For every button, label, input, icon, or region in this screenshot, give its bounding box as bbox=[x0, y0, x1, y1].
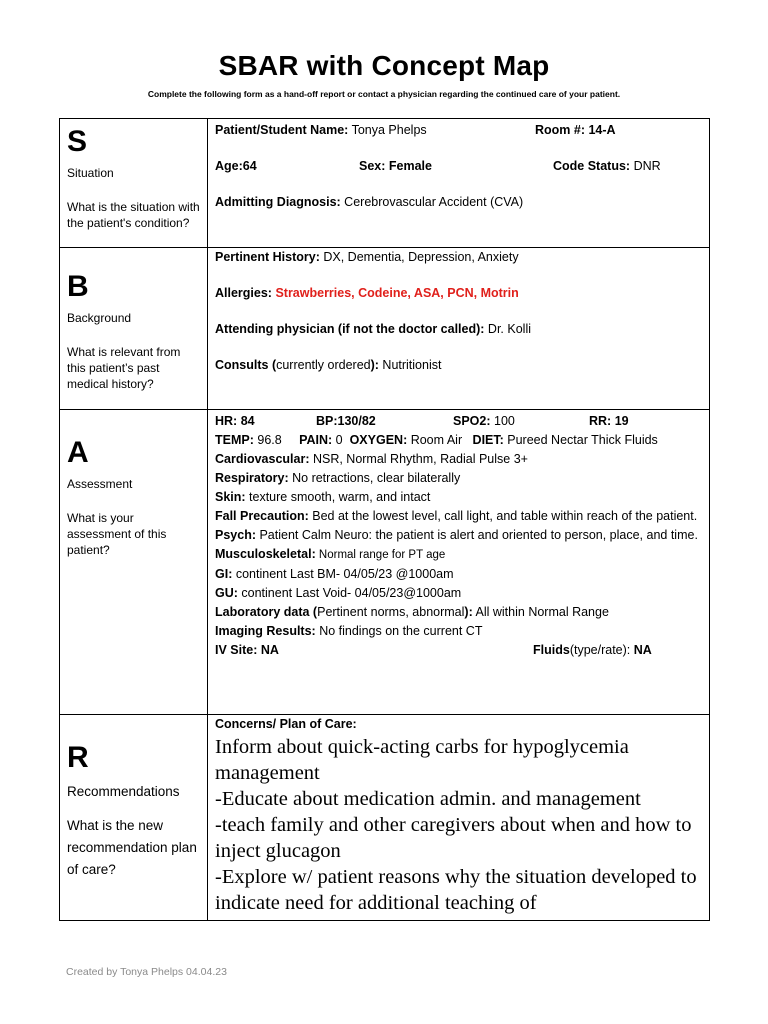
section-name: Assessment bbox=[67, 477, 133, 491]
diagnosis-label: Admitting Diagnosis: bbox=[215, 195, 341, 209]
lab-label: Laboratory data ( bbox=[215, 605, 318, 619]
section-name: Recommendations bbox=[67, 784, 180, 799]
oxygen-value: Room Air bbox=[407, 433, 463, 447]
consults-value: Nutritionist bbox=[378, 358, 442, 372]
footer-credit: Created by Tonya Phelps 04.04.23 bbox=[66, 966, 227, 978]
section-letter: B bbox=[67, 270, 89, 303]
sex-label: Sex: bbox=[359, 159, 386, 173]
imaging-value: No findings on the current CT bbox=[315, 624, 483, 638]
temp-label: TEMP: bbox=[215, 433, 254, 447]
consults-close: ): bbox=[370, 358, 379, 372]
gu-line bbox=[215, 584, 703, 603]
allergies-line bbox=[215, 284, 703, 303]
lab-line bbox=[215, 603, 703, 622]
psych-value: Patient Calm Neuro: the patient is alert and oriented to person, place, and time. bbox=[256, 528, 698, 542]
cardio-label: Cardiovascular: bbox=[215, 452, 310, 466]
diet-label: DIET: bbox=[472, 433, 504, 447]
page-subtitle: Complete the following form as a hand-off report or contact a physician regarding the continued care of your patient. bbox=[147, 89, 621, 99]
diet-value: Pureed Nectar Thick Fluids bbox=[503, 433, 658, 447]
plan-of-care-text bbox=[215, 734, 703, 916]
room-label: Room #: bbox=[535, 123, 585, 137]
iv-fluids-line bbox=[215, 641, 703, 660]
section-question: What is the situation with the patient's condition? bbox=[67, 200, 200, 230]
background-label-cell bbox=[60, 248, 208, 409]
name-room-line bbox=[215, 121, 703, 140]
iv-site: IV Site: NA bbox=[215, 643, 279, 657]
section-name: Situation bbox=[67, 166, 114, 180]
history-label: Pertinent History: bbox=[215, 250, 320, 264]
diagnosis-value: Cerebrovascular Accident (CVA) bbox=[340, 195, 524, 209]
consults-line bbox=[215, 356, 703, 375]
psych-label: Psych: bbox=[215, 528, 256, 542]
physician-line bbox=[215, 320, 703, 339]
hr-value: HR: 84 bbox=[215, 414, 255, 428]
gu-label: GU: bbox=[215, 586, 238, 600]
physician-label: Attending physician (if not the doctor called): bbox=[215, 322, 485, 336]
allergies-value: Strawberries, Codeine, ASA, PCN, Motrin bbox=[271, 286, 519, 300]
situation-label-cell bbox=[60, 119, 208, 247]
msk-line bbox=[215, 545, 703, 565]
oxygen-label: OXYGEN: bbox=[349, 433, 408, 447]
concerns-label: Concerns/ Plan of Care: bbox=[215, 717, 357, 731]
imaging-line bbox=[215, 622, 703, 641]
patient-name-label: Patient/Student Name: bbox=[215, 123, 349, 137]
spo2-label: SPO2: bbox=[453, 414, 491, 428]
history-line bbox=[215, 248, 703, 267]
situation-content bbox=[208, 119, 709, 247]
gi-line bbox=[215, 565, 703, 584]
fall-line bbox=[215, 507, 703, 526]
vitals-line bbox=[215, 412, 703, 431]
age-sex-code-line bbox=[215, 157, 703, 176]
lab-qualifier: Pertinent norms, abnormal bbox=[317, 605, 465, 619]
msk-value: Normal range for PT age bbox=[315, 549, 446, 561]
allergies-label: Allergies: bbox=[215, 286, 272, 300]
plan-item: Inform about quick-acting carbs for hypoglycemia management bbox=[215, 736, 629, 784]
assessment-label-cell bbox=[60, 410, 208, 714]
fluids-qualifier: (type/rate): bbox=[569, 643, 631, 657]
sbar-form bbox=[59, 118, 710, 921]
lab-close: ): bbox=[464, 605, 473, 619]
section-name: Background bbox=[67, 311, 132, 325]
gu-value: continent Last Void- 04/05/23@1000am bbox=[237, 586, 462, 600]
fluids-value: NA bbox=[630, 643, 652, 657]
section-question: What is relevant from this patient’s past medical history? bbox=[67, 345, 181, 391]
room-value: 14-A bbox=[585, 123, 616, 137]
fall-label: Fall Precaution: bbox=[215, 509, 309, 523]
resp-label: Respiratory: bbox=[215, 471, 289, 485]
sex-value: Female bbox=[385, 159, 432, 173]
rr-value: RR: 19 bbox=[589, 414, 629, 428]
recommendation-label-cell bbox=[60, 715, 208, 920]
msk-label: Musculoskeletal: bbox=[215, 547, 316, 561]
section-question: What is the new recommendation plan of care? bbox=[67, 818, 197, 877]
temp-value: 96.8 bbox=[253, 433, 282, 447]
bp-value: BP:130/82 bbox=[316, 414, 376, 428]
plan-item: -Educate about medication admin. and management bbox=[215, 788, 641, 810]
code-status-label: Code Status: bbox=[553, 159, 631, 173]
diagnosis-line bbox=[215, 193, 703, 212]
section-letter: S bbox=[67, 125, 88, 158]
plan-item: -teach family and other caregivers about when and how to inject glucagon bbox=[215, 814, 692, 862]
age-label: Age:64 bbox=[215, 159, 257, 173]
page-title: SBAR with Concept Map bbox=[218, 50, 550, 81]
assessment-section bbox=[60, 410, 709, 715]
cardio-value: NSR, Normal Rhythm, Radial Pulse 3+ bbox=[309, 452, 528, 466]
fall-value: Bed at the lowest level, call light, and table within reach of the patient. bbox=[308, 509, 698, 523]
assessment-content bbox=[208, 410, 709, 714]
temp-pain-oxygen-diet-line bbox=[215, 431, 703, 450]
plan-item: -Explore w/ patient reasons why the situation developed to indicate need for additional teaching of bbox=[215, 866, 697, 914]
gi-label: GI: bbox=[215, 567, 233, 581]
skin-line bbox=[215, 488, 703, 507]
skin-label: Skin: bbox=[215, 490, 246, 504]
spo2-value: 100 bbox=[490, 414, 515, 428]
consults-label: Consults ( bbox=[215, 358, 277, 372]
situation-section bbox=[60, 119, 709, 248]
lab-value: All within Normal Range bbox=[472, 605, 609, 619]
recommendation-section bbox=[60, 715, 709, 920]
section-letter: A bbox=[67, 436, 89, 469]
psych-line bbox=[215, 526, 703, 545]
fluids-label: Fluids bbox=[533, 643, 570, 657]
gi-value: continent Last BM- 04/05/23 @1000am bbox=[232, 567, 454, 581]
recommendation-content bbox=[208, 715, 709, 920]
resp-value: No retractions, clear bilaterally bbox=[288, 471, 461, 485]
cardio-line bbox=[215, 450, 703, 469]
consults-qualifier: currently ordered bbox=[276, 358, 371, 372]
pain-value: 0 bbox=[332, 433, 343, 447]
skin-value: texture smooth, warm, and intact bbox=[245, 490, 431, 504]
history-value: DX, Dementia, Depression, Anxiety bbox=[319, 250, 519, 264]
patient-name-value: Tonya Phelps bbox=[348, 123, 427, 137]
pain-label: PAIN: bbox=[299, 433, 333, 447]
imaging-label: Imaging Results: bbox=[215, 624, 316, 638]
section-letter: R bbox=[67, 741, 89, 774]
code-status-value: DNR bbox=[630, 159, 661, 173]
physician-value: Dr. Kolli bbox=[484, 322, 531, 336]
section-question: What is your assessment of this patient? bbox=[67, 511, 167, 557]
background-content bbox=[208, 248, 709, 409]
resp-line bbox=[215, 469, 703, 488]
background-section bbox=[60, 248, 709, 410]
